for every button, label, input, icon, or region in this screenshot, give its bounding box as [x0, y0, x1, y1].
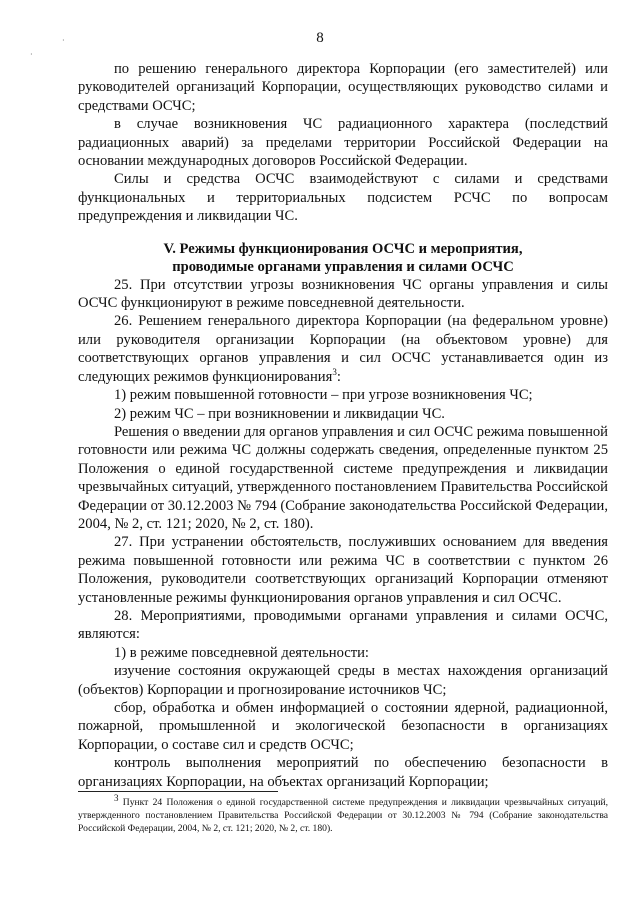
- list-item: 1) режим повышенной готовности – при угрозе возникновения ЧС;: [114, 387, 533, 404]
- section-heading: [78, 240, 608, 276]
- list-item: 2) режим ЧС – при возникновении и ликвидации ЧС.: [114, 405, 445, 422]
- paragraph-25: 25. При отсутствии угрозы возникновения ЧС органы управления и силы ОСЧС функционируют в режиме повседневной деятельности.: [78, 276, 608, 312]
- list-item: сбор, обработка и обмен информацией о состоянии ядерной, радиационной, пожарной, промышленной и экологической безопасности в организациях Корпорации, о составе сил и средств ОСЧС;: [78, 700, 608, 753]
- section-heading-line: V. Режимы функционирования ОСЧС и мероприятия,: [163, 240, 523, 257]
- paragraph-26-end: :: [336, 368, 341, 385]
- paragraph-27: 27. При устранении обстоятельств, послуживших основанием для введения режима повышенной готовности или режима ЧС в соответствии с пунктом 26 Положения, руководители соответствующих организаций Корпорации отменяют установленные режимы функционирования органов управления и сил ОСЧС.: [78, 534, 608, 606]
- document-body: [78, 60, 608, 791]
- paragraph-26-text: 26. Решением генерального директора Корпорации (на федеральном уровне) или руководителя организации Корпорации (на объектовом уровне) для соответствующих органов управления и сил ОСЧС устанавливается один из следующих режимов функционирования: [78, 313, 608, 385]
- footnote-text: Пункт 24 Положения о единой государственной системе предупреждения и ликвидации чрезвычайных ситуаций, утвержденного постановлением Правительства Российской Федерации от 30.12.2003 № 794 (Собрание законодательства Российской Федерации, 2004, № 2, ст. 121; 2020, № 2, ст. 180).: [78, 797, 608, 834]
- scan-speck: ·: [30, 50, 33, 59]
- list-item: контроль выполнения мероприятий по обеспечению безопасности в организациях Корпорации, на объектах организаций Корпорации;: [78, 755, 608, 790]
- footnote-divider: [78, 791, 278, 792]
- page-number: 8: [316, 30, 324, 46]
- paragraph-28: 28. Мероприятиями, проводимыми органами управления и силами ОСЧС, являются:: [78, 607, 608, 643]
- section-heading-line: проводимые органами управления и силами ОСЧС: [172, 258, 514, 275]
- footnote: [78, 792, 608, 835]
- list-item: изучение состояния окружающей среды в местах нахождения организаций (объектов) Корпорации и прогнозирование источников ЧС;: [78, 663, 608, 698]
- paragraph: в случае возникновения ЧС радиационного характера (последствий радиационных аварий) за пределами территории Российской Федерации на основании международных договоров Российской Федерации.: [78, 116, 608, 170]
- paragraph-26: [78, 312, 608, 386]
- scan-speck: ·: [62, 36, 65, 45]
- paragraph: Силы и средства ОСЧС взаимодействуют с силами и средствами функциональных и территориальных подсистем РСЧС по вопросам предупреждения и ликвидации ЧС.: [78, 171, 608, 225]
- paragraph-decisions: Решения о введении для органов управления и сил ОСЧС режима повышенной готовности или режима ЧС должны содержать сведения, определенные пунктом 25 Положения о единой государственной системе предупреждения и ликвидации чрезвычайных ситуаций, утвержденного постановлением Правительства Российской Федерации от 30.12.2003 № 794 (Собрание законодательства Российской Федерации, 2004, № 2, ст. 121; 2020, № 2, ст. 180).: [78, 423, 608, 532]
- list-item: 1) в режиме повседневной деятельности:: [114, 644, 369, 661]
- footnote-reference: 3: [332, 366, 337, 377]
- paragraph: по решению генерального директора Корпорации (его заместителей) или руководителей организаций Корпорации, осуществляющих руководство силами и средствами ОСЧС;: [78, 61, 608, 114]
- footnote-number: 3: [114, 792, 119, 803]
